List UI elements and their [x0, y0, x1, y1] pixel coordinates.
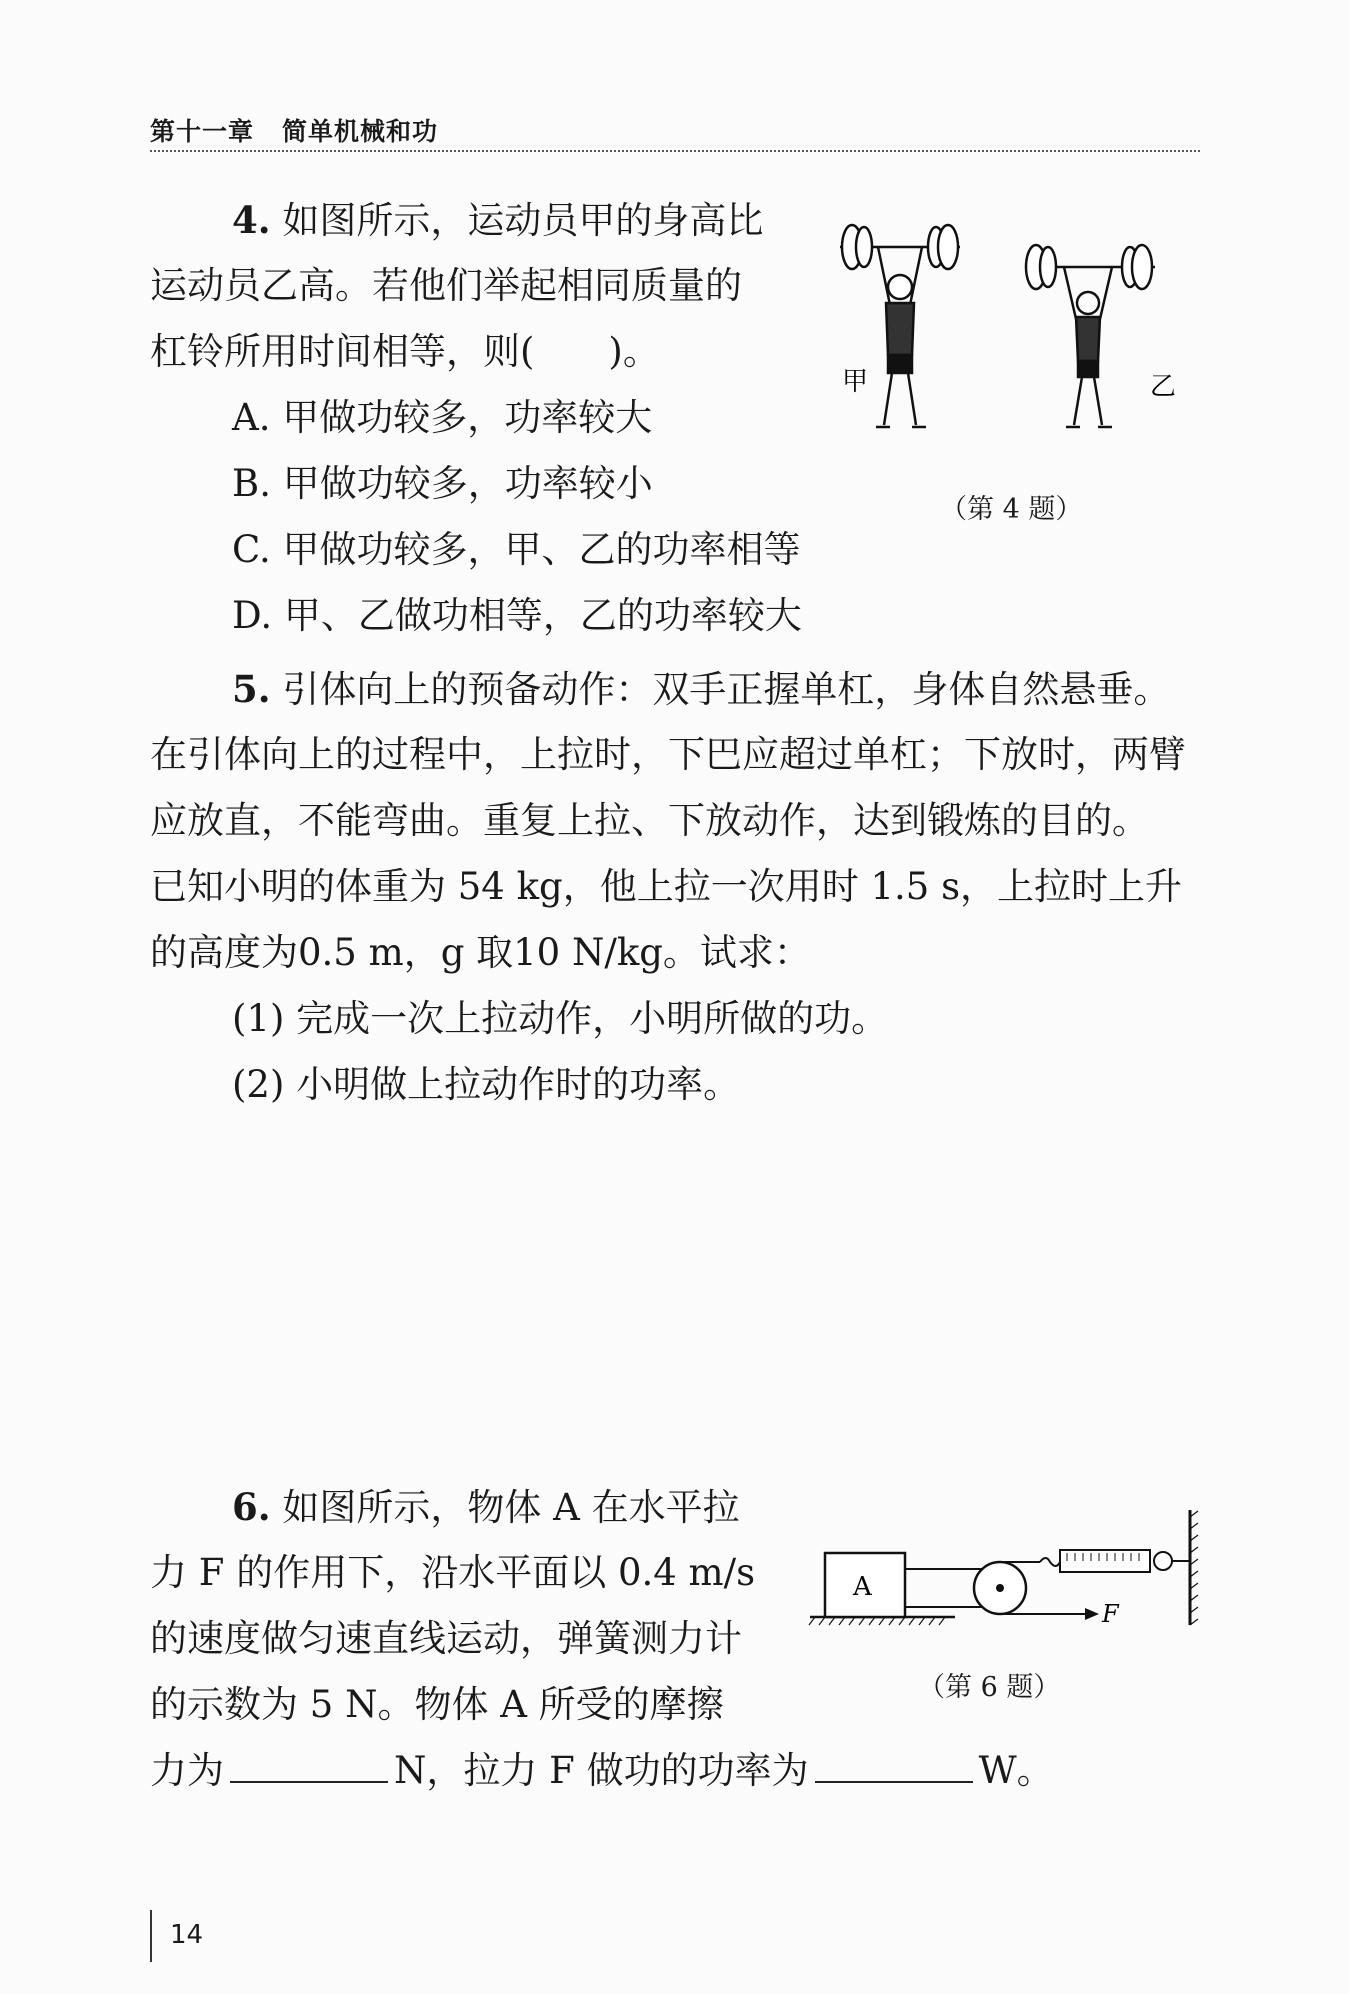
q4-option-c: C. 甲做功较多，甲、乙的功率相等	[232, 528, 801, 571]
q6-text-5b: N，拉力 F 做功的功率为	[394, 1749, 809, 1792]
chapter-header	[150, 112, 438, 148]
q5-line-5: 的高度为0.5 m，g 取10 N/kg。试求：	[150, 931, 811, 974]
q5-line-3: 应放直，不能弯曲。重复上拉、下放动作，达到锻炼的目的。	[150, 799, 1149, 842]
q4-label-right: 乙	[1150, 372, 1177, 402]
q6-text-5c: W。	[978, 1749, 1054, 1792]
page-number-bar	[150, 1910, 152, 1962]
q6-blank-friction[interactable]	[230, 1751, 388, 1783]
q4-option-a: A. 甲做功较多，功率较大	[232, 396, 653, 439]
q5-sub-1: (1) 完成一次上拉动作，小明所做的功。	[232, 997, 889, 1040]
q5-number: 5.	[232, 667, 271, 711]
q4-number: 4.	[232, 198, 271, 242]
page-number: 14	[170, 1920, 204, 1950]
q6-line-4: 的示数为 5 N。物体 A 所受的摩擦	[150, 1683, 724, 1726]
q5-sub-2: (2) 小明做上拉动作时的功率。	[232, 1063, 741, 1106]
chapter-title: 简单机械和功	[282, 117, 439, 146]
q6-line-5	[150, 1749, 1054, 1793]
chapter-number: 第十一章	[150, 117, 255, 146]
weightlifter-right-figure	[1025, 245, 1155, 427]
q4-line-3: 杠铃所用时间相等，则( )。	[150, 330, 660, 373]
q4-figure-weightlifters	[820, 215, 1220, 455]
q4-line-2: 运动员乙高。若他们举起相同质量的	[150, 264, 742, 307]
q6-figure-caption: （第 6 题）	[918, 1672, 1061, 1703]
spring-scale	[1060, 1550, 1150, 1572]
header-divider	[150, 150, 1200, 152]
q5-line-4: 已知小明的体重为 54 kg，他上拉一次用时 1.5 s，上拉时上升	[150, 865, 1183, 908]
q4-text-1: 如图所示，运动员甲的身高比	[282, 199, 764, 242]
q4-option-d: D. 甲、乙做功相等，乙的功率较大	[232, 594, 802, 637]
q6-text-5a: 力为	[150, 1749, 224, 1792]
q4-option-b: B. 甲做功较多，功率较小	[232, 462, 653, 505]
q6-line-2: 力 F 的作用下，沿水平面以 0.4 m/s	[150, 1551, 756, 1594]
q5-line-1	[232, 667, 1170, 712]
q6-force-label: F	[1102, 1600, 1119, 1628]
q5-text-1: 引体向上的预备动作：双手正握单杠，身体自然悬垂。	[282, 668, 1171, 711]
q4-label-left: 甲	[842, 367, 869, 397]
q6-number: 6.	[232, 1485, 271, 1529]
q5-line-2: 在引体向上的过程中，上拉时，下巴应超过单杠；下放时，两臂	[150, 733, 1186, 776]
q6-line-1	[232, 1485, 740, 1530]
q6-block-label: A	[853, 1572, 872, 1602]
q6-blank-power[interactable]	[815, 1751, 973, 1783]
q4-line-1	[232, 198, 763, 243]
q6-figure-pulley	[805, 1505, 1205, 1635]
q6-text-1: 如图所示，物体 A 在水平拉	[282, 1486, 740, 1529]
q4-figure-caption: （第 4 题）	[940, 494, 1083, 525]
q6-line-3: 的速度做匀速直线运动，弹簧测力计	[150, 1617, 742, 1660]
